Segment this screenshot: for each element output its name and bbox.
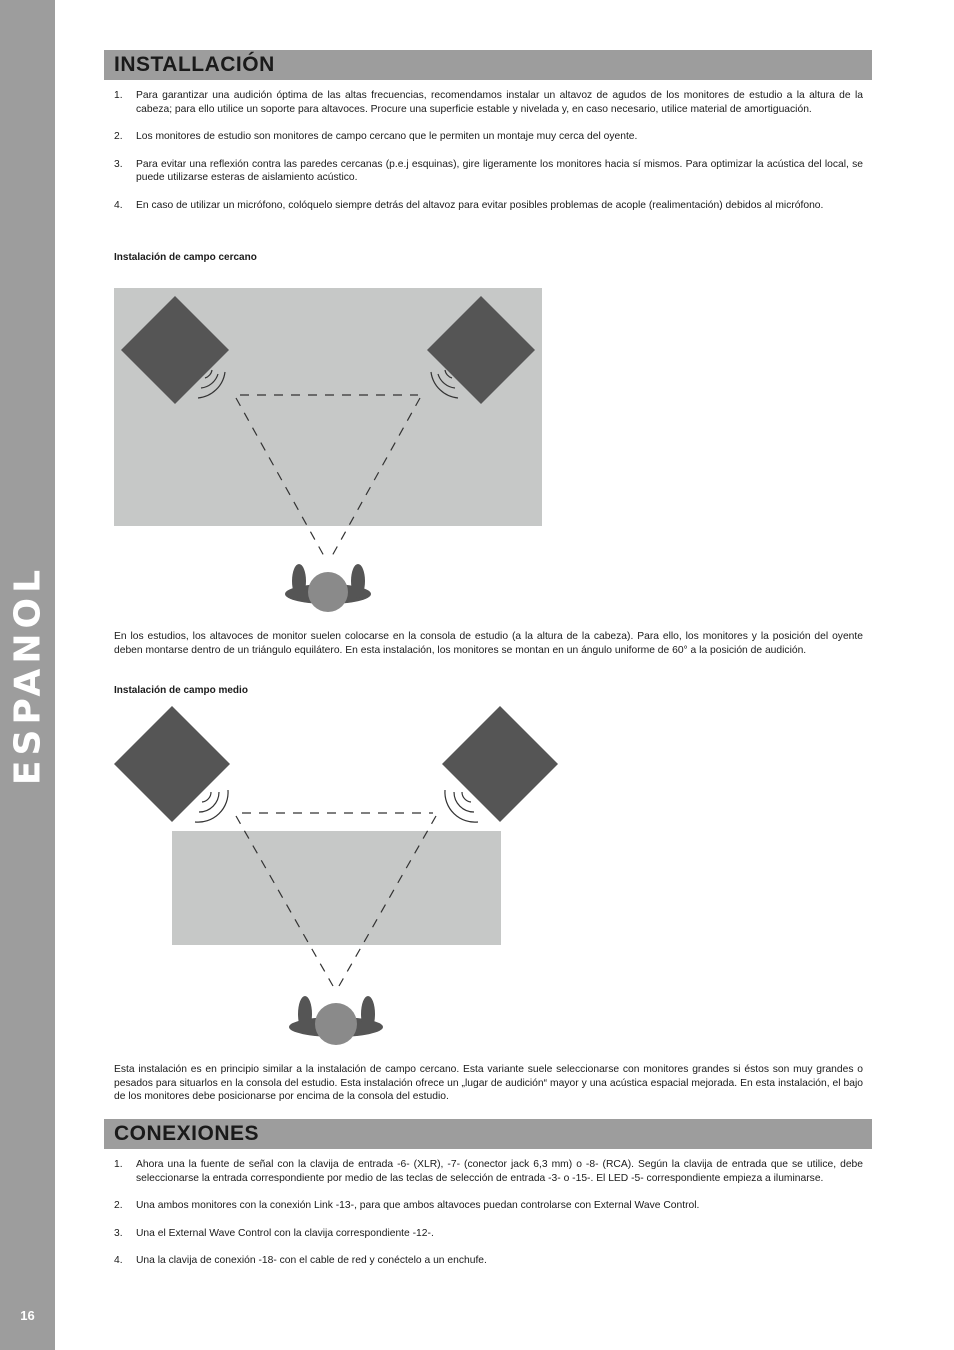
studio-console — [172, 831, 501, 945]
page-number: 16 — [20, 1308, 35, 1323]
mid-field-text: Esta instalación es en principio similar a la instalación de campo cercano. Esta variante suele seleccionarse con monitores grandes si éstos son muy grandes o pesados para situarlos en la consola del estudio. Esta instalación ofrece un „lugar de audición“ mayor y una acústica espacial mejorada. En esta instalación, el bajo de los monitores debe posicionarse por encima de la consola del estudio. — [114, 1064, 863, 1102]
item-number: 2. — [114, 1200, 123, 1211]
item-number: 3. — [114, 158, 123, 170]
item-text: Para evitar una reflexión contra las paredes cercanas (p.e.j esquinas), gire ligeramente los monitores hacia sí mismos. Para optimizar la acústica del local, se puede utilizarse esteras de aislamiento acústico. — [136, 158, 863, 183]
item-number: 1. — [114, 1159, 123, 1170]
right-monitor — [442, 706, 558, 822]
item-number: 1. — [114, 90, 123, 101]
mid-field-caption: Instalación de campo medio — [114, 685, 248, 696]
item-text: Los monitores de estudio son monitores de campo cercano que le permiten un montaje muy cerca del oyente. — [136, 131, 638, 142]
item-number: 4. — [114, 199, 123, 211]
language-title: ESPANOL — [7, 564, 49, 786]
list-item — [114, 1227, 863, 1241]
item-text: Una ambos monitores con la conexión Link -13-, para que ambos altavoces puedan controlarse con External Wave Control. — [136, 1200, 700, 1211]
left-sound-waves — [195, 790, 228, 822]
list-item — [114, 1199, 863, 1213]
item-text: Ahora una la fuente de señal con la clavija de entrada -6- (XLR), -7- (conector jack 6,3 mm) o -8- (RCA). Según la clavija de entrada que se utilice, debe seleccionarse la entrada correspondiente por medio de las teclas de selección de entrada -3- o -15-. El LED -5- correspondiente empieza a iluminarse. — [136, 1159, 863, 1184]
item-number: 2. — [114, 131, 123, 142]
list-item — [114, 1254, 863, 1268]
left-monitor — [114, 706, 230, 822]
listener-head — [289, 996, 383, 1045]
installation-header: INSTALLACIÓN — [104, 50, 872, 80]
item-text: Para garantizar una audición óptima de las altas frecuencias, recomendamos instalar un altavoz de agudos de los monitores de estudio a la altura de la cabeza; para ello utilice un soporte para altavoces. Procure una superficie estable y nivelada y, en caso necesario, utilice material de amortiguación. — [136, 90, 863, 115]
near-field-text: En los estudios, los altavoces de monitor suelen colocarse en la consola de estudio (a la altura de la cabeza). Para ello, los monitores y la posición del oyente deben montarse dentro de un triángulo equilátero. En esta instalación, los monitores se montan en un ángulo uniforme de 60° a la posición de audición. — [114, 631, 863, 656]
list-item — [114, 1158, 863, 1185]
item-number: 4. — [114, 1255, 123, 1266]
item-text: Una la clavija de conexión -18- con el cable de red y conéctelo a un enchufe. — [136, 1255, 487, 1266]
item-text: En caso de utilizar un micrófono, colóquelo siempre detrás del altavoz para evitar posibles problemas de acople (realimentación) debidos al micrófono. — [136, 199, 824, 211]
connections-header: CONEXIONES — [104, 1119, 872, 1149]
connections-list — [114, 1158, 863, 1282]
near-field-caption: Instalación de campo cercano — [114, 252, 257, 263]
item-number: 3. — [114, 1227, 123, 1239]
item-text: Una el External Wave Control con la clavija correspondiente -12-. — [136, 1227, 434, 1239]
